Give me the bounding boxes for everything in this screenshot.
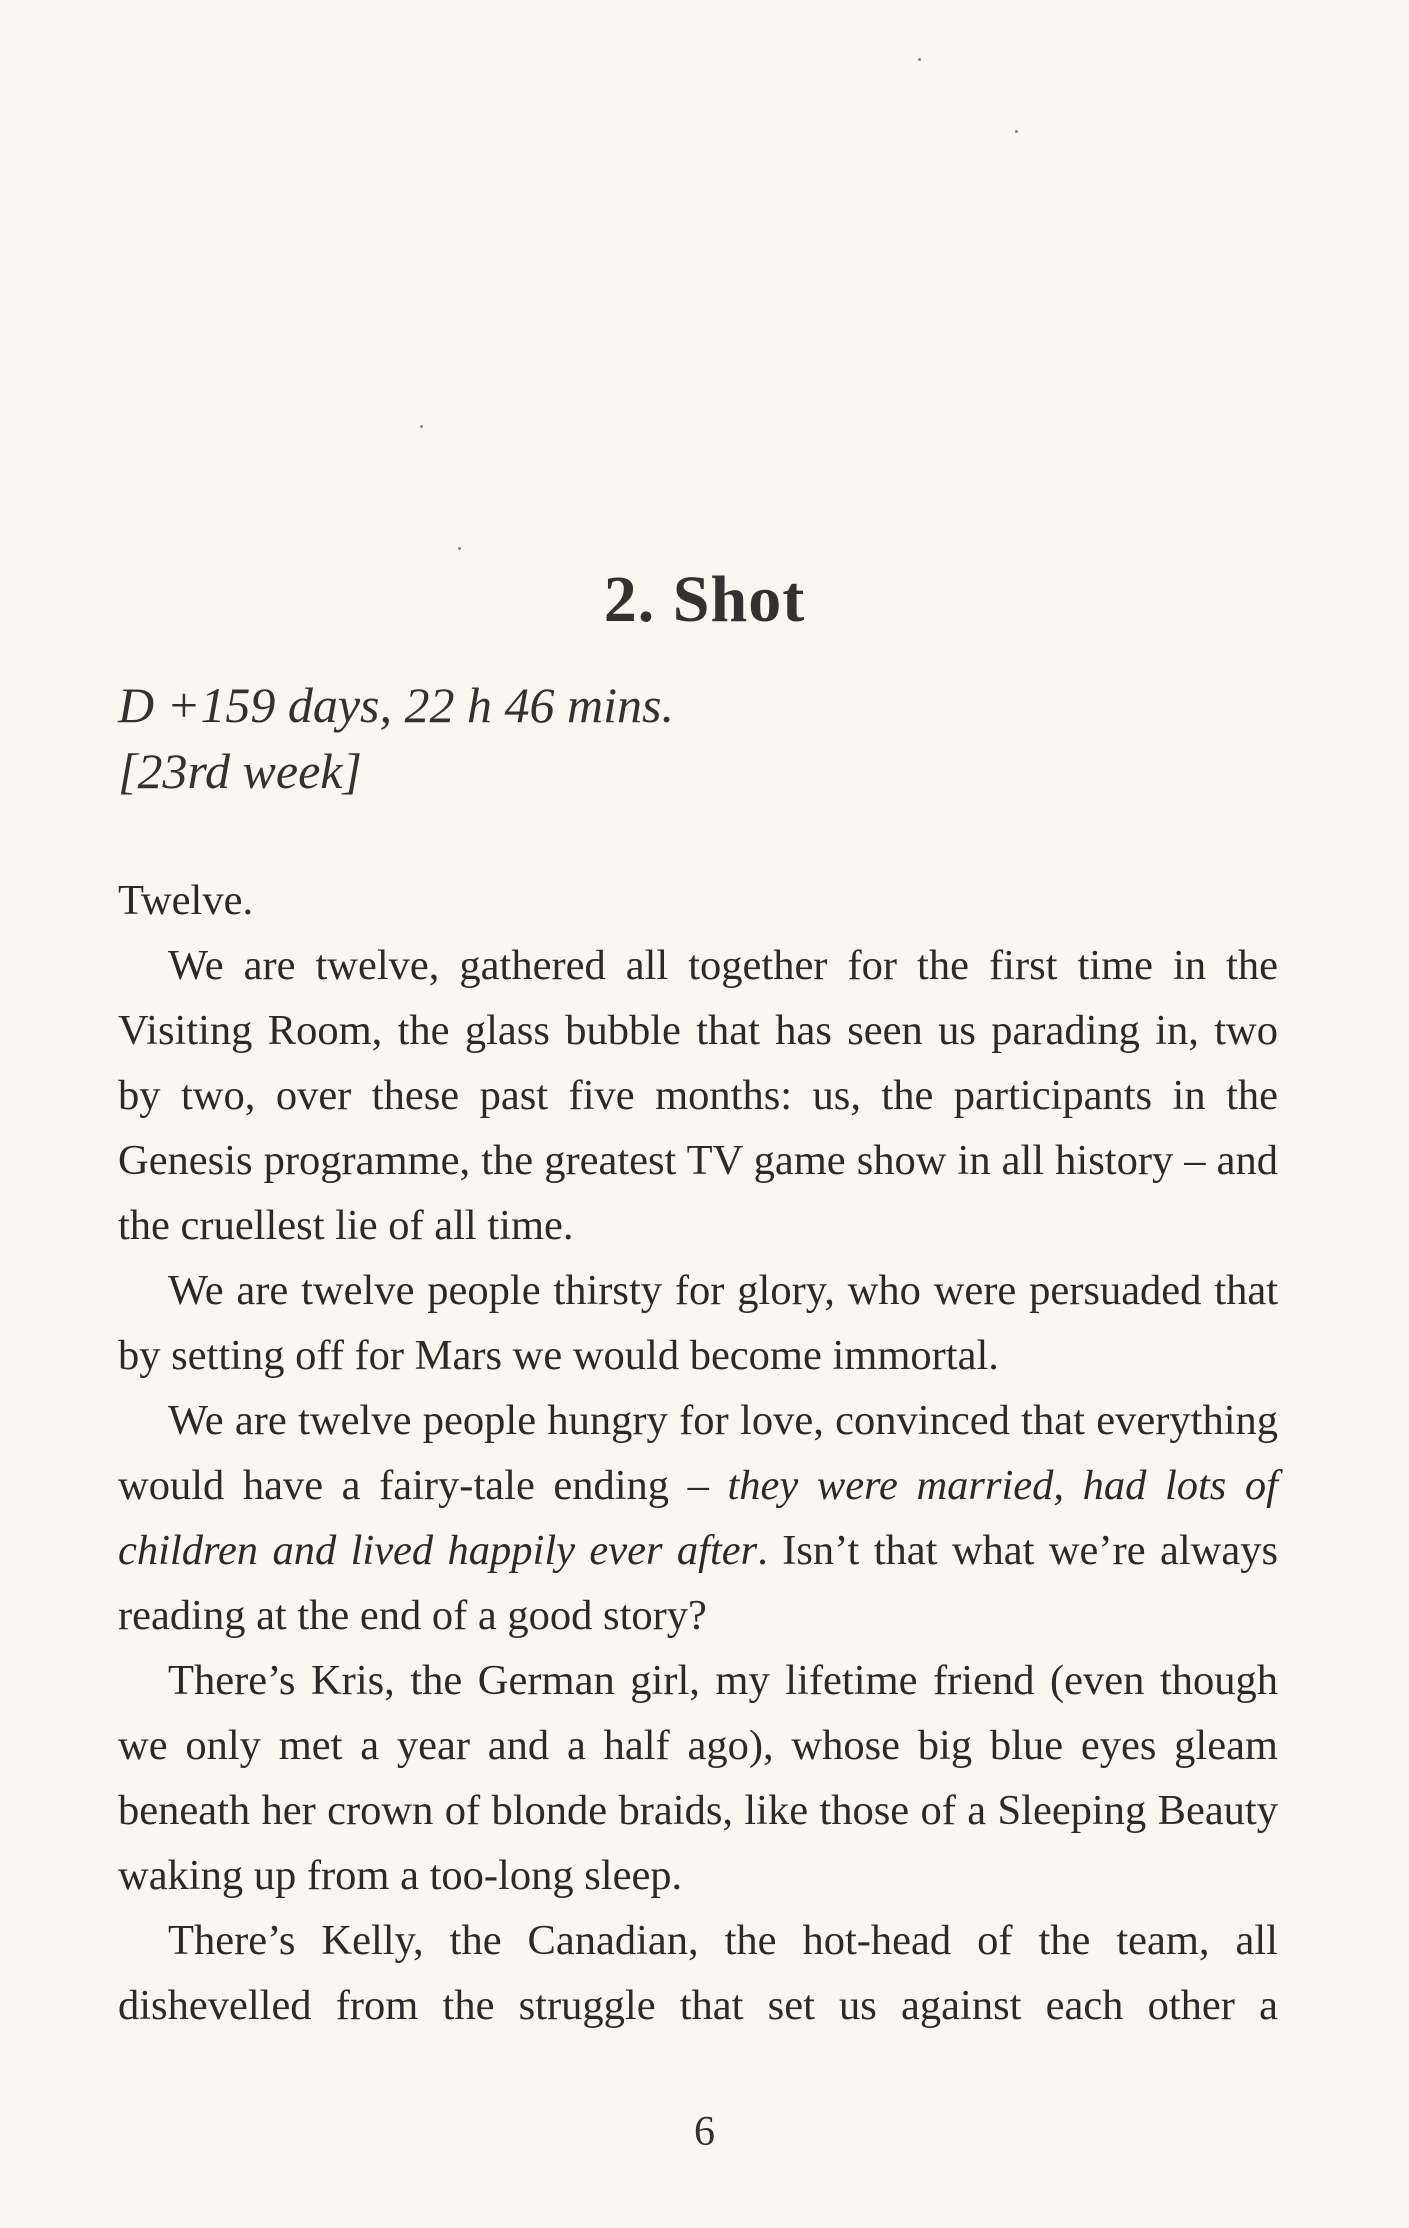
paper-speck <box>420 425 423 428</box>
chapter-title: 2. Shot <box>603 563 806 637</box>
paragraph: There’s Kelly, the Canadian, the hot-head of the team, all dishevelled from the struggle that set us against each other a <box>118 1917 1278 2029</box>
timestamp-week: [23rd week] <box>118 743 362 799</box>
paragraph: Twelve. <box>118 877 254 924</box>
paper-speck <box>458 547 461 550</box>
timestamp-line: D +159 days, 22 h 46 mins. <box>118 677 674 733</box>
paper-speck <box>918 58 921 61</box>
paper-speck <box>1015 130 1018 133</box>
paragraph: We are twelve people thirsty for glory, who were persuaded that by setting off for Mars we would become immortal. <box>118 1267 1278 1379</box>
paragraph: We are twelve, gathered all together for the first time in the Visiting Room, the glass bubble that has seen us parading in, two by two, over these past five months: us, the participants in the Genesis programme, the greatest TV game show in all history – and the cruellest lie of all time. <box>118 942 1278 1249</box>
italic-quote: they were married, had lots of children and lived happily ever after <box>118 1462 1278 1574</box>
page-number: 6 <box>694 2109 715 2155</box>
paragraph: There’s Kris, the German girl, my lifetime friend (even though we only met a year and a half ago), whose big blue eyes gleam beneath her crown of blonde braids, like those of a Sleeping Beauty waking up from a too-long sleep. <box>118 1657 1278 1899</box>
paragraph <box>118 1388 1278 1648</box>
chapter-timestamp <box>118 672 674 804</box>
paragraph-text: We are twelve people hungry for love, convinced that everything would have a fairy-tale ending – <box>118 1397 1278 1509</box>
chapter-body <box>118 868 1278 2038</box>
paragraph-text: . Isn’t that what we’re always reading at the end of a good story? <box>118 1527 1278 1639</box>
